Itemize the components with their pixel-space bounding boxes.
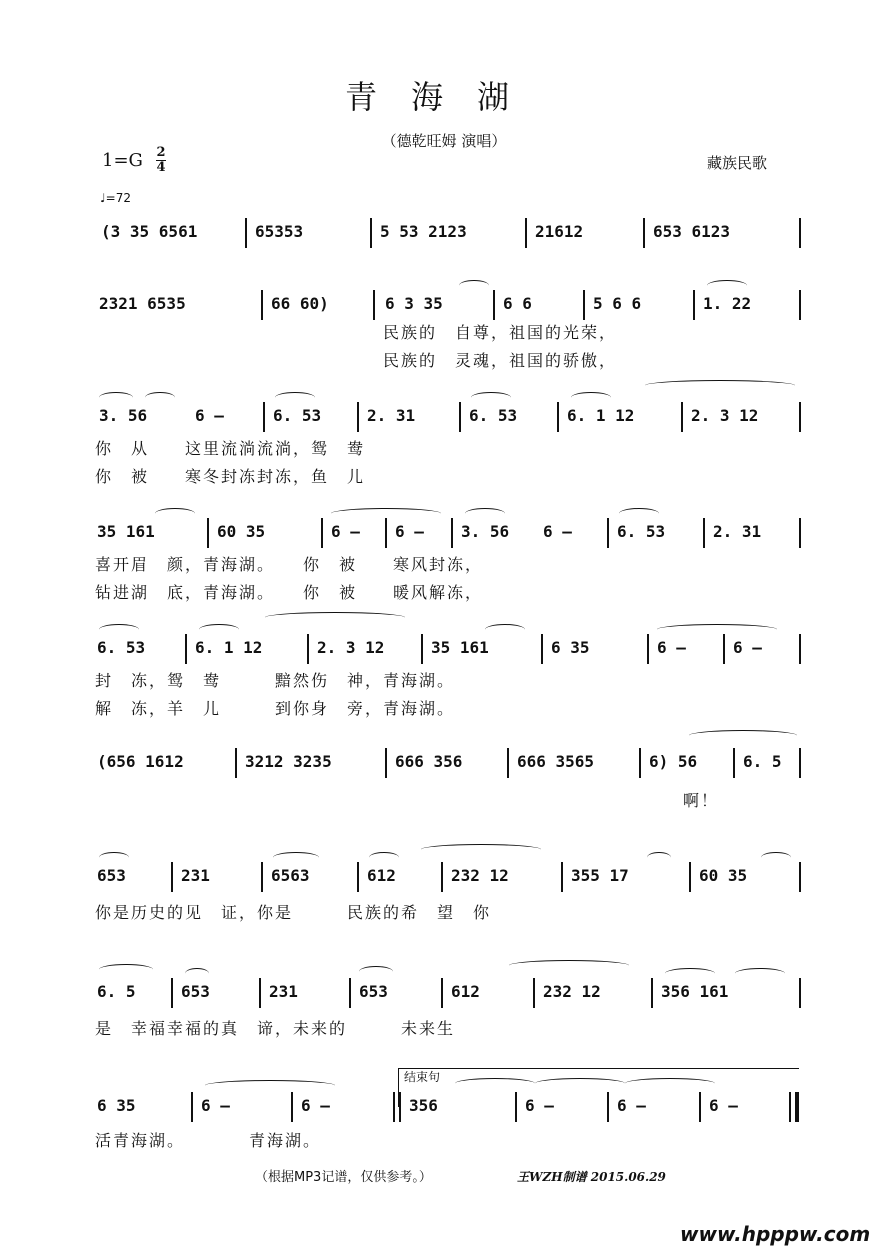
performer-subtitle: （德乾旺姆 演唱）: [381, 132, 507, 150]
time-signature-bottom: 4: [156, 160, 166, 175]
measure: 653: [97, 866, 126, 885]
score-system-2: [95, 286, 803, 322]
measure: 2. 3 12: [691, 406, 759, 425]
score-system-8: [95, 974, 803, 1010]
lyric-line: 你是历史的见 证，你是 民族的希 望 你: [95, 903, 492, 922]
time-signature-top: 2: [156, 145, 166, 160]
measure: 6 –: [733, 638, 762, 657]
measure: 6 –: [657, 638, 686, 657]
measure: 2. 3 12: [317, 638, 385, 657]
measure: 66 60): [271, 294, 329, 313]
measure: 232 12: [451, 866, 509, 885]
score-system-4: [95, 514, 803, 550]
measure: 355 17: [571, 866, 629, 885]
tempo-marking: ♩=72: [100, 191, 131, 205]
measure: 6) 56: [649, 752, 698, 771]
score-system-5: [95, 630, 803, 666]
measure: 60 35: [217, 522, 266, 541]
measure: 2. 31: [367, 406, 416, 425]
lyric-line: 活青海湖。 青海湖。: [95, 1131, 322, 1150]
measure: (656 1612: [97, 752, 184, 771]
measure: 6. 1 12: [567, 406, 635, 425]
measure: 6 35: [551, 638, 590, 657]
measure: 231: [269, 982, 298, 1001]
measure: 6. 1 12: [195, 638, 263, 657]
measure: 356 161: [661, 982, 729, 1001]
measure: 6 –: [525, 1096, 554, 1115]
measure: 6563: [271, 866, 310, 885]
measure: 232 12: [543, 982, 601, 1001]
lyric-line: 民族的 自尊，祖国的光荣，: [383, 323, 618, 342]
lyric-line: 民族的 灵魂，祖国的骄傲，: [383, 351, 618, 370]
measure: 666 3565: [517, 752, 595, 771]
score-system-3: [95, 398, 803, 434]
ending-label: 结束句: [404, 1070, 441, 1084]
measure: 6 –: [709, 1096, 738, 1115]
measure: 6 35: [97, 1096, 136, 1115]
measure: 6 –: [201, 1096, 230, 1115]
measure: 5 6 6: [593, 294, 642, 313]
measure: 653 6123: [653, 222, 731, 241]
measure: 6 –: [395, 522, 424, 541]
transcriber-credit: 王WZH制谱 2015.06.29: [517, 1170, 666, 1184]
measure: 6. 5: [743, 752, 782, 771]
measure: 2321 6535: [99, 294, 186, 313]
measure: 356: [409, 1096, 438, 1115]
measure: 5 53 2123: [380, 222, 467, 241]
measure: 35 161: [97, 522, 155, 541]
lyric-line: 解 冻，羊 儿 到你身 旁，青海湖。: [95, 699, 456, 718]
measure: 6 6: [503, 294, 532, 313]
website-watermark: www.hpppw.com: [680, 1222, 871, 1246]
measure: 653: [181, 982, 210, 1001]
lyric-line: 你 被 寒冬封冻封冻，鱼 儿: [95, 467, 366, 486]
score-system-9: [95, 1088, 803, 1124]
measure: 6. 53: [617, 522, 666, 541]
measure: 6. 5: [97, 982, 136, 1001]
measure: 612: [451, 982, 480, 1001]
measure: 3. 56: [461, 522, 510, 541]
lyric-line: 啊！: [683, 791, 720, 810]
footnote: （根据MP3记谱，仅供参考。）: [255, 1170, 432, 1185]
measure: 231: [181, 866, 210, 885]
measure: 35 161: [431, 638, 489, 657]
time-signature: [156, 146, 166, 175]
lyric-line: 钻进湖 底，青海湖。 你 被 暖风解冻，: [95, 583, 484, 602]
lyric-line: 是 幸福幸福的真 谛，未来的 未来生: [95, 1019, 456, 1038]
genre-label: 藏族民歌: [707, 154, 768, 172]
measure: 2. 31: [713, 522, 762, 541]
measure: 6. 53: [469, 406, 518, 425]
measure: 60 35: [699, 866, 748, 885]
lyric-line: 你 从 这里流淌流淌，鸳 鸯: [95, 439, 366, 458]
measure: 6. 53: [97, 638, 146, 657]
measure: 612: [367, 866, 396, 885]
measure: 65353: [255, 222, 304, 241]
measure: 6 –: [543, 522, 572, 541]
song-title: 青海湖: [344, 78, 543, 116]
measure: 3212 3235: [245, 752, 332, 771]
key-signature: 1=G: [102, 150, 143, 171]
measure: 6 –: [301, 1096, 330, 1115]
score-system-7: [95, 858, 803, 894]
measure: 6. 53: [273, 406, 322, 425]
lyric-line: 喜开眉 颜，青海湖。 你 被 寒风封冻，: [95, 555, 484, 574]
measure: 6 3 35: [385, 294, 443, 313]
measure: 3. 56: [99, 406, 148, 425]
measure: 21612: [535, 222, 584, 241]
measure: 653: [359, 982, 388, 1001]
measure: 6 –: [195, 406, 224, 425]
score-system-6: [95, 744, 803, 780]
measure: 6 –: [331, 522, 360, 541]
score-system-1: [95, 214, 803, 250]
lyric-line: 封 冻，鸳 鸯 黯然伤 神，青海湖。: [95, 671, 456, 690]
measure: 6 –: [617, 1096, 646, 1115]
measure: 666 356: [395, 752, 463, 771]
measure: (3 35 6561: [101, 222, 198, 241]
measure: 1. 22: [703, 294, 752, 313]
